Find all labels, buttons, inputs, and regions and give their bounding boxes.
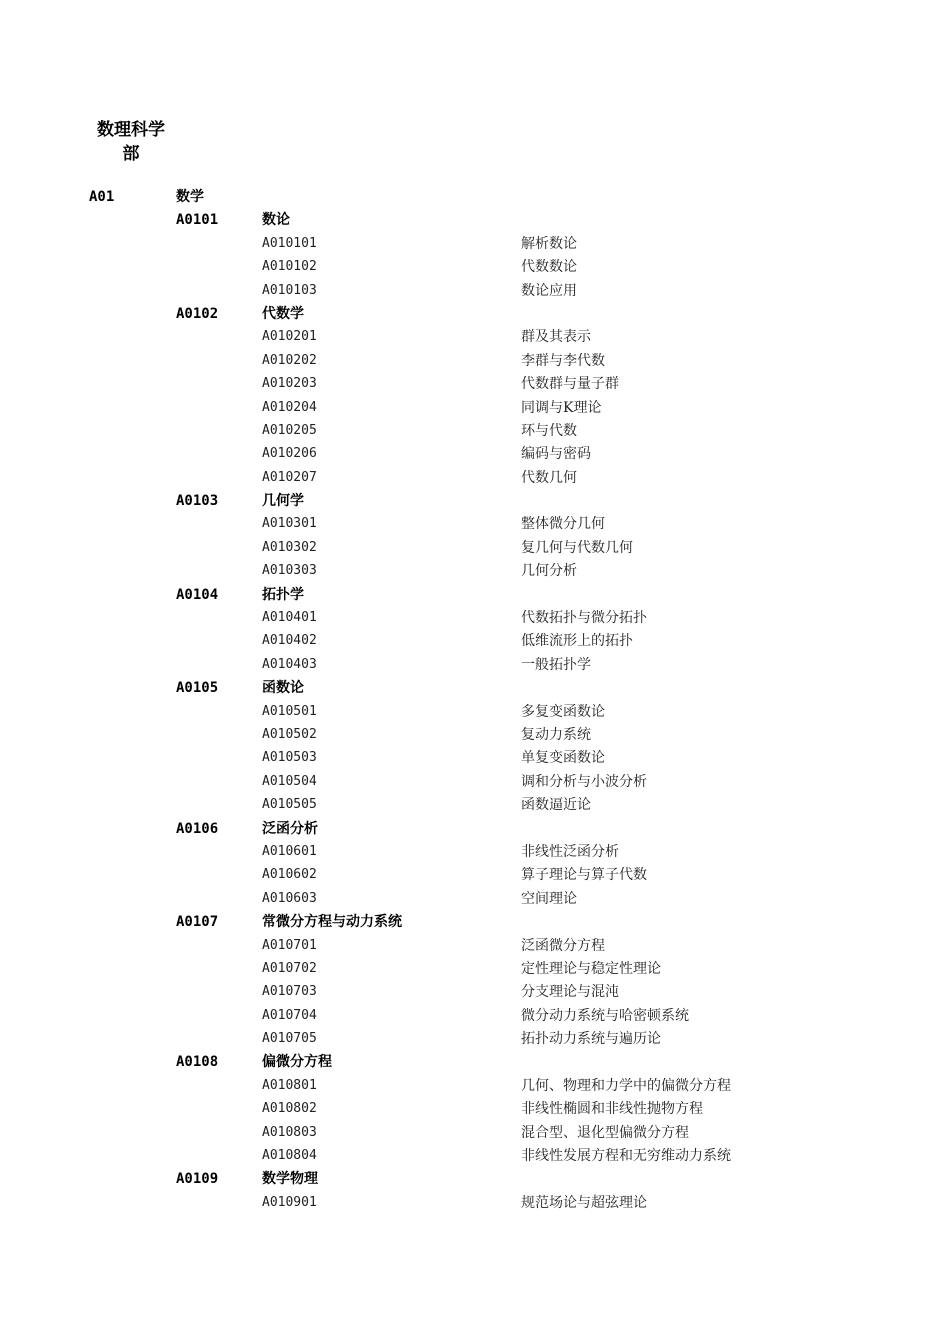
code-cell: A010402 (262, 633, 317, 649)
subfield-row (0, 957, 950, 980)
name-cell: 调和分析与小波分析 (521, 773, 647, 790)
subfield-row (0, 512, 950, 535)
subfield-row (0, 887, 950, 910)
name-cell: 李群与李代数 (521, 352, 605, 369)
subfield-row (0, 723, 950, 746)
subfield-row (0, 1004, 950, 1027)
code-cell: A010101 (262, 235, 317, 251)
subfield-row (0, 255, 950, 278)
subdiscipline-row (0, 910, 950, 933)
code-cell: A010403 (262, 656, 317, 672)
code-cell: A0109 (176, 1171, 219, 1188)
code-cell: A0106 (176, 820, 219, 837)
discipline-code-list (0, 185, 950, 1214)
subfield-row (0, 536, 950, 559)
code-cell: A010504 (262, 773, 317, 789)
code-cell: A0107 (176, 914, 219, 931)
subfield-row (0, 653, 950, 676)
subfield-row (0, 700, 950, 723)
name-cell: 一般拓扑学 (521, 656, 591, 673)
subfield-row (0, 559, 950, 582)
code-cell: A010705 (262, 1031, 317, 1047)
subfield-row (0, 372, 950, 395)
department-title (90, 118, 172, 166)
code-cell: A0101 (176, 212, 219, 229)
code-cell: A010401 (262, 610, 317, 626)
name-cell: 常微分方程与动力系统 (262, 914, 402, 931)
name-cell: 拓扑动力系统与遍历论 (521, 1031, 661, 1048)
code-cell: A010102 (262, 259, 317, 275)
code-cell: A010703 (262, 984, 317, 1000)
subfield-row (0, 325, 950, 348)
discipline-row (0, 185, 950, 208)
subfield-row (0, 1121, 950, 1144)
name-cell: 算子理论与算子代数 (521, 867, 647, 884)
name-cell: 函数论 (262, 680, 304, 697)
name-cell: 数论 (262, 212, 290, 229)
subfield-row (0, 1074, 950, 1097)
code-cell: A010505 (262, 797, 317, 813)
name-cell: 数学物理 (262, 1171, 318, 1188)
name-cell: 空间理论 (521, 890, 577, 907)
code-cell: A010701 (262, 937, 317, 953)
name-cell: 复几何与代数几何 (521, 539, 633, 556)
code-cell: A010901 (262, 1194, 317, 1210)
name-cell: 分支理论与混沌 (521, 984, 619, 1001)
name-cell: 代数学 (262, 305, 304, 322)
code-cell: A010206 (262, 446, 317, 462)
code-cell: A0104 (176, 586, 219, 603)
code-cell: A010702 (262, 960, 317, 976)
code-cell: A010704 (262, 1007, 317, 1023)
subfield-row (0, 770, 950, 793)
code-cell: A010803 (262, 1124, 317, 1140)
name-cell: 代数几何 (521, 469, 577, 486)
code-cell: A010103 (262, 282, 317, 298)
subfield-row (0, 934, 950, 957)
name-cell: 函数逼近论 (521, 797, 591, 814)
name-cell: 数论应用 (521, 282, 577, 299)
code-cell: A010801 (262, 1077, 317, 1093)
subdiscipline-row (0, 676, 950, 699)
name-cell: 混合型、退化型偏微分方程 (521, 1124, 689, 1141)
code-cell: A0105 (176, 680, 219, 697)
name-cell: 代数群与量子群 (521, 376, 619, 393)
subdiscipline-row (0, 1167, 950, 1190)
name-cell: 几何学 (262, 493, 304, 510)
code-cell: A010602 (262, 867, 317, 883)
code-cell: A0103 (176, 493, 219, 510)
code-cell: A010601 (262, 843, 317, 859)
name-cell: 泛函分析 (262, 820, 318, 837)
name-cell: 低维流形上的拓扑 (521, 633, 633, 650)
name-cell: 单复变函数论 (521, 750, 605, 767)
name-cell: 编码与密码 (521, 446, 591, 463)
subfield-row (0, 793, 950, 816)
name-cell: 规范场论与超弦理论 (521, 1194, 647, 1211)
subfield-row (0, 442, 950, 465)
code-cell: A01 (89, 189, 115, 205)
department-title-line1: 数理科学 (97, 120, 165, 140)
subfield-row (0, 1027, 950, 1050)
subfield-row (0, 1144, 950, 1167)
department-title-line2: 部 (122, 144, 140, 164)
subdiscipline-row (0, 817, 950, 840)
name-cell: 同调与K理论 (521, 399, 602, 416)
name-cell: 几何、物理和力学中的偏微分方程 (521, 1077, 731, 1094)
name-cell: 微分动力系统与哈密顿系统 (521, 1007, 689, 1024)
subdiscipline-row (0, 489, 950, 512)
code-cell: A010302 (262, 539, 317, 555)
subfield-row (0, 466, 950, 489)
name-cell: 泛函微分方程 (521, 937, 605, 954)
code-cell: A0102 (176, 305, 219, 322)
name-cell: 代数数论 (521, 259, 577, 276)
code-cell: A010503 (262, 750, 317, 766)
name-cell: 解析数论 (521, 235, 577, 252)
subfield-row (0, 606, 950, 629)
name-cell: 几何分析 (521, 563, 577, 580)
name-cell: 定性理论与稳定性理论 (521, 960, 661, 977)
subdiscipline-row (0, 583, 950, 606)
name-cell: 代数拓扑与微分拓扑 (521, 610, 647, 627)
code-cell: A010207 (262, 469, 317, 485)
subfield-row (0, 629, 950, 652)
name-cell: 数学 (176, 189, 204, 205)
code-cell: A0108 (176, 1054, 219, 1071)
name-cell: 非线性椭圆和非线性抛物方程 (521, 1101, 703, 1118)
subdiscipline-row (0, 208, 950, 231)
code-cell: A010802 (262, 1101, 317, 1117)
subfield-row (0, 279, 950, 302)
name-cell: 非线性泛函分析 (521, 843, 619, 860)
subfield-row (0, 349, 950, 372)
name-cell: 整体微分几何 (521, 516, 605, 533)
code-cell: A010202 (262, 352, 317, 368)
code-cell: A010804 (262, 1148, 317, 1164)
name-cell: 非线性发展方程和无穷维动力系统 (521, 1148, 731, 1165)
subfield-row (0, 1191, 950, 1214)
code-cell: A010603 (262, 890, 317, 906)
name-cell: 偏微分方程 (262, 1054, 332, 1071)
name-cell: 环与代数 (521, 422, 577, 439)
subfield-row (0, 396, 950, 419)
code-cell: A010303 (262, 563, 317, 579)
subfield-row (0, 980, 950, 1003)
subfield-row (0, 840, 950, 863)
code-cell: A010204 (262, 399, 317, 415)
code-cell: A010502 (262, 726, 317, 742)
code-cell: A010501 (262, 703, 317, 719)
name-cell: 复动力系统 (521, 726, 591, 743)
code-cell: A010205 (262, 422, 317, 438)
name-cell: 群及其表示 (521, 329, 591, 346)
name-cell: 拓扑学 (262, 586, 304, 603)
code-cell: A010203 (262, 376, 317, 392)
code-cell: A010301 (262, 516, 317, 532)
code-cell: A010201 (262, 329, 317, 345)
subfield-row (0, 419, 950, 442)
name-cell: 多复变函数论 (521, 703, 605, 720)
subfield-row (0, 746, 950, 769)
subdiscipline-row (0, 302, 950, 325)
subfield-row (0, 232, 950, 255)
subfield-row (0, 1097, 950, 1120)
subdiscipline-row (0, 1050, 950, 1073)
subfield-row (0, 863, 950, 886)
